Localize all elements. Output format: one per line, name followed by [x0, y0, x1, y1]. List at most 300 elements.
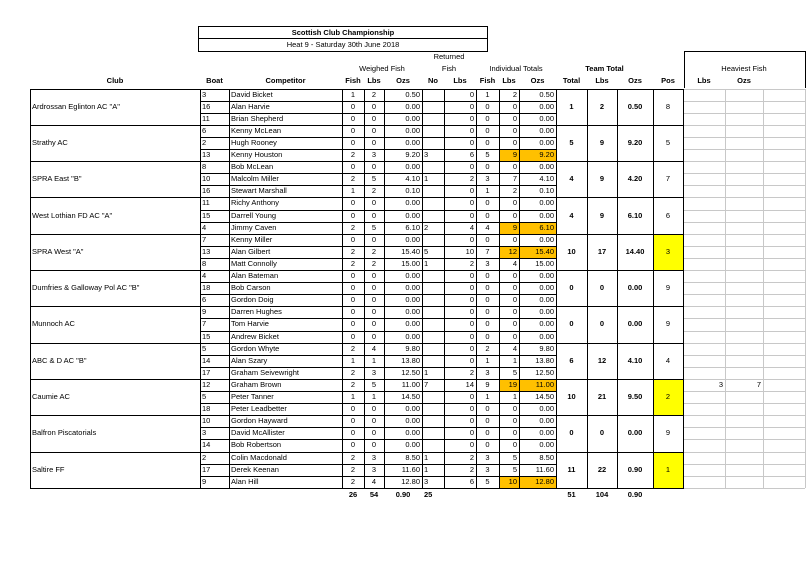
weighed-fish: 2: [350, 367, 356, 377]
team-total-ozs: 0.00: [627, 319, 643, 329]
boat-number: 11: [202, 198, 210, 208]
grid-line: [684, 427, 805, 428]
weighed-ozs: 4.10: [405, 174, 420, 184]
individual-fish: 5: [485, 150, 490, 159]
boat-number: 7: [202, 234, 207, 244]
competitor-name: Alan Gilbert: [231, 246, 271, 256]
individual-ozs: 6.10: [539, 222, 554, 232]
returned-lbs: 0: [469, 125, 474, 135]
team-total-lbs: 17: [597, 246, 607, 256]
grid-line: [200, 464, 556, 465]
grid-line: [684, 161, 805, 162]
individual-fish: 3: [485, 452, 490, 462]
weighed-fish: 0: [350, 416, 356, 426]
individual-lbs: 0: [512, 137, 517, 147]
grid-line: [200, 367, 556, 368]
weighed-lbs: 5: [371, 174, 377, 184]
individual-ozs: 0.00: [539, 234, 554, 244]
competitor-name: Gordon Whyte: [231, 343, 280, 353]
grid-line: [342, 89, 343, 488]
column-header-total: Total: [562, 76, 581, 85]
individual-ozs: 12.80: [535, 476, 554, 486]
individual-ozs: 0.00: [539, 210, 554, 220]
weighed-ozs: 0.00: [405, 113, 420, 123]
column-header-fish: Fish: [479, 76, 496, 85]
team-total-ozs: 0.00: [627, 428, 643, 438]
team-total-ozs: 9.50: [627, 392, 643, 401]
grid-line: [476, 89, 477, 488]
individual-ozs: 0.00: [539, 428, 554, 438]
weighed-fish: 0: [350, 331, 356, 341]
club-name: Munnoch AC: [32, 319, 75, 329]
total-team-ozs: 0.90: [627, 489, 643, 499]
individual-fish: 0: [485, 331, 490, 341]
weighed-fish: 0: [350, 271, 356, 280]
team-total-fish: 0: [569, 319, 574, 329]
individual-lbs: 2: [512, 89, 517, 99]
returned-no: 3: [424, 476, 429, 486]
individual-lbs: 9: [512, 150, 517, 159]
individual-ozs: 0.00: [539, 295, 554, 305]
individual-fish: 3: [485, 367, 490, 377]
weighed-lbs: 0: [371, 416, 377, 426]
team-total-fish: 4: [569, 210, 574, 220]
individual-fish: 0: [485, 125, 490, 135]
grid-line: [684, 101, 805, 102]
returned-lbs: 2: [469, 367, 474, 377]
returned-lbs: 0: [469, 307, 474, 317]
grid-line: [684, 294, 805, 295]
individual-lbs: 0: [512, 198, 517, 208]
individual-lbs: 0: [512, 404, 517, 414]
grid-line: [30, 379, 684, 380]
individual-ozs: 0.00: [539, 162, 554, 172]
returned-lbs: 0: [469, 416, 474, 426]
weighed-lbs: 5: [371, 222, 377, 232]
grid-line: [200, 427, 556, 428]
returned-lbs: 0: [469, 428, 474, 438]
boat-number: 7: [202, 319, 207, 329]
individual-lbs: 0: [512, 271, 517, 280]
team-total-fish: 5: [569, 137, 574, 147]
grid-line: [229, 89, 230, 488]
club-name: Saltire FF: [32, 464, 65, 474]
grid-line: [200, 439, 556, 440]
total-weighed-fish: 26: [348, 489, 358, 499]
team-total-ozs: 4.10: [627, 355, 643, 365]
individual-fish: 0: [485, 404, 490, 414]
weighed-lbs: 3: [371, 150, 377, 159]
boat-number: 18: [202, 283, 211, 293]
grid-line: [684, 197, 805, 198]
weighed-fish: 2: [350, 379, 356, 389]
individual-ozs: 0.00: [539, 319, 554, 329]
weighed-lbs: 0: [371, 428, 377, 438]
grid-line: [684, 355, 805, 356]
team-total-lbs: 2: [599, 101, 605, 111]
grid-line: [684, 488, 805, 489]
team-total-ozs: 9.20: [627, 137, 643, 147]
individual-fish: 0: [485, 416, 490, 426]
competitor-name: David McAllister: [231, 428, 285, 438]
individual-fish: 0: [485, 113, 490, 123]
individual-fish: 3: [485, 464, 490, 474]
boat-number: 9: [202, 307, 207, 317]
returned-no: 7: [424, 379, 429, 389]
grid-line: [684, 185, 805, 186]
grid-line: [684, 391, 805, 392]
boat-number: 10: [202, 416, 211, 426]
competitor-name: Kenny Houston: [231, 150, 283, 159]
team-position: 7: [665, 174, 671, 184]
individual-fish: 0: [485, 210, 490, 220]
individual-ozs: 4.10: [539, 174, 554, 184]
returned-no: 3: [424, 150, 429, 159]
competitor-name: Richy Anthony: [231, 198, 279, 208]
team-position: 1: [665, 464, 671, 474]
competitor-name: Alan Bateman: [231, 271, 279, 280]
column-header-lbs: Lbs: [367, 76, 381, 85]
individual-fish: 0: [485, 137, 490, 147]
grid-line: [200, 210, 556, 211]
weighed-lbs: 0: [371, 125, 377, 135]
returned-lbs: 0: [469, 271, 474, 280]
boat-number: 15: [202, 331, 211, 341]
grid-line: [200, 246, 556, 247]
weighed-ozs: 0.00: [405, 198, 420, 208]
weighed-fish: 2: [350, 476, 356, 486]
weighed-ozs: 14.50: [401, 392, 420, 401]
team-total-lbs: 21: [597, 392, 607, 401]
team-total-ozs: 4.20: [627, 174, 643, 184]
grid-line: [200, 101, 556, 102]
grid-line: [30, 89, 31, 488]
individual-fish: 1: [485, 89, 490, 99]
club-name: Balfron Piscatorials: [32, 428, 97, 438]
competitor-name: Malcolm Miller: [231, 174, 279, 184]
grid-line: [684, 149, 805, 150]
weighed-fish: 0: [350, 162, 356, 172]
weighed-fish: 0: [350, 101, 356, 111]
team-total-lbs: 12: [597, 355, 607, 365]
weighed-lbs: 0: [371, 234, 377, 244]
individual-lbs: 12: [508, 246, 517, 256]
individual-fish: 0: [485, 198, 490, 208]
team-position: 6: [665, 210, 671, 220]
grid-line: [200, 331, 556, 332]
boat-number: 3: [202, 428, 207, 438]
grid-line: [805, 89, 806, 488]
club-name: SPRA West "A": [32, 246, 84, 256]
grid-line: [763, 89, 764, 488]
weighed-fish: 2: [350, 150, 356, 159]
individual-lbs: 4: [512, 258, 517, 268]
returned-lbs: 0: [469, 186, 474, 196]
club-name: Ardrossan Eglinton AC "A": [32, 101, 120, 111]
column-header-pos: Pos: [661, 76, 675, 85]
grid-line: [30, 234, 684, 235]
club-name: West Lothian FD AC "A": [32, 210, 113, 220]
individual-ozs: 0.00: [539, 416, 554, 426]
boat-number: 6: [202, 295, 207, 305]
individual-lbs: 0: [512, 295, 517, 305]
weighed-fish: 1: [350, 89, 356, 99]
weighed-lbs: 0: [371, 271, 377, 280]
total-team-lbs: 104: [595, 489, 609, 499]
competitor-name: Matt Connolly: [231, 258, 277, 268]
grid-line: [200, 258, 556, 259]
returned-no: 2: [424, 222, 429, 232]
boat-number: 4: [202, 271, 207, 280]
individual-fish: 2: [485, 343, 490, 353]
weighed-ozs: 0.00: [405, 162, 420, 172]
weighed-lbs: 0: [371, 162, 377, 172]
weighed-fish: 1: [350, 355, 356, 365]
grid-line: [684, 464, 805, 465]
team-total-lbs: 0: [599, 283, 605, 293]
competitor-name: Bob Robertson: [231, 440, 282, 450]
weighed-lbs: 0: [371, 198, 377, 208]
team-total-ozs: 0.90: [627, 464, 643, 474]
competitor-name: David Bicket: [231, 89, 273, 99]
boat-number: 8: [202, 258, 207, 268]
individual-lbs: 19: [508, 379, 517, 389]
returned-lbs: 0: [469, 440, 474, 450]
individual-ozs: 0.00: [539, 404, 554, 414]
weighed-ozs: 9.80: [405, 343, 420, 353]
heaviest-lbs: 3: [718, 379, 723, 389]
individual-lbs: 9: [512, 222, 517, 232]
individual-ozs: 8.50: [539, 452, 554, 462]
grid-line: [684, 270, 805, 271]
boat-header: Boat: [206, 76, 223, 85]
grid-line: [684, 331, 805, 332]
individual-fish: 0: [485, 283, 490, 293]
grid-line: [200, 113, 556, 114]
weighed-fish: 0: [350, 319, 356, 329]
grid-line: [200, 149, 556, 150]
boat-number: 8: [202, 162, 207, 172]
individual-lbs: 0: [512, 416, 517, 426]
team-total-fish: 6: [569, 355, 574, 365]
grid-line: [587, 89, 588, 488]
grid-line: [200, 391, 556, 392]
individual-lbs: 4: [512, 343, 517, 353]
grid-line: [684, 125, 805, 126]
grid-line: [200, 355, 556, 356]
individual-fish: 0: [485, 271, 490, 280]
individual-fish: 0: [485, 162, 490, 172]
weighed-lbs: 1: [371, 355, 377, 365]
individual-lbs: 0: [512, 319, 517, 329]
column-header-ozs: Ozs: [737, 76, 751, 85]
individual-lbs: 0: [512, 113, 517, 123]
weighed-ozs: 15.40: [401, 246, 420, 256]
returned-lbs: 0: [469, 295, 474, 305]
individual-lbs: 0: [512, 210, 517, 220]
weighed-lbs: 0: [371, 295, 377, 305]
grid-line: [200, 222, 556, 223]
team-position: 9: [665, 319, 671, 329]
grid-line: [653, 89, 654, 488]
team-total-lbs: 9: [599, 210, 605, 220]
weighed-fish: 0: [350, 295, 356, 305]
individual-ozs: 12.50: [535, 367, 554, 377]
grid-line: [30, 343, 684, 344]
column-header-lbs: Lbs: [595, 76, 609, 85]
competitor-name: Peter Leadbetter: [231, 404, 287, 414]
weighed-lbs: 0: [371, 101, 377, 111]
weighed-fish: 1: [350, 186, 356, 196]
team-position: 4: [665, 355, 671, 365]
weighed-fish: 0: [350, 137, 356, 147]
weighed-lbs: 0: [371, 307, 377, 317]
column-header-ozs: Ozs: [628, 76, 642, 85]
grid-line: [684, 210, 805, 211]
boat-number: 2: [202, 452, 207, 462]
individual-ozs: 0.00: [539, 283, 554, 293]
team-total-fish: 10: [567, 392, 576, 401]
individual-totals-header: Individual Totals: [489, 64, 543, 73]
weighed-ozs: 12.80: [401, 476, 420, 486]
competitor-name: Peter Tanner: [231, 392, 274, 401]
competitor-name: Graham Brown: [231, 379, 282, 389]
club-name: Dumfries & Galloway Pol AC "B": [32, 283, 140, 293]
returned-no: 5: [424, 246, 429, 256]
grid-line: [30, 415, 684, 416]
individual-ozs: 15.40: [535, 246, 554, 256]
total-weighed-ozs: 0.90: [395, 489, 411, 499]
individual-fish: 0: [485, 307, 490, 317]
individual-fish: 1: [485, 186, 490, 196]
club-name: SPRA East "B": [32, 174, 82, 184]
returned-lbs: 14: [465, 379, 474, 389]
total-returned-no: 25: [424, 489, 433, 499]
grid-line: [684, 51, 805, 52]
returned-lbs: 4: [469, 222, 474, 232]
weighed-ozs: 9.20: [405, 150, 420, 159]
individual-lbs: 0: [512, 234, 517, 244]
grid-line: [684, 51, 685, 88]
sheet-title: Scottish Club Championship: [291, 27, 395, 37]
weighed-ozs: 0.00: [405, 210, 420, 220]
weighed-lbs: 3: [371, 464, 377, 474]
individual-lbs: 7: [512, 174, 517, 184]
individual-ozs: 9.80: [539, 343, 554, 353]
grid-line: [200, 173, 556, 174]
competitor-name: Graham Seivewright: [231, 367, 299, 377]
weighed-fish: 2: [350, 222, 356, 232]
grid-line: [519, 89, 520, 488]
returned-lbs: 0: [469, 210, 474, 220]
weighed-ozs: 8.50: [405, 452, 420, 462]
competitor-name: Bob McLean: [231, 162, 274, 172]
weighed-lbs: 1: [371, 392, 377, 401]
grid-line: [30, 270, 684, 271]
weighed-ozs: 11.60: [401, 464, 420, 474]
weighed-lbs: 2: [371, 89, 377, 99]
weighed-ozs: 0.00: [405, 234, 420, 244]
boat-number: 10: [202, 174, 211, 184]
competitor-name: Derek Keenan: [231, 464, 279, 474]
returned-lbs: 0: [469, 137, 474, 147]
weighed-fish: 0: [350, 283, 356, 293]
individual-fish: 0: [485, 319, 490, 329]
grid-line: [684, 343, 805, 344]
boat-number: 11: [202, 113, 210, 123]
returned-lbs: 10: [465, 246, 474, 256]
returned-no: 1: [424, 174, 429, 184]
competitor-name: Alan Hill: [231, 476, 259, 486]
grid-line: [200, 476, 556, 477]
individual-lbs: 0: [512, 283, 517, 293]
returned-lbs: 0: [469, 392, 474, 401]
returned-lbs: 2: [469, 258, 474, 268]
column-header-no: No: [428, 76, 438, 85]
weighed-lbs: 0: [371, 404, 377, 414]
competitor-name: Alan Szary: [231, 355, 268, 365]
competitor-name: Stewart Marshall: [231, 186, 287, 196]
returned-lbs: 0: [469, 198, 474, 208]
column-header-lbs: Lbs: [453, 76, 467, 85]
grid-line: [683, 89, 684, 488]
grid-line: [684, 137, 805, 138]
individual-ozs: 0.00: [539, 113, 554, 123]
weighed-lbs: 2: [371, 246, 377, 256]
team-total-fish: 4: [569, 174, 574, 184]
column-header-ozs: Ozs: [530, 76, 545, 85]
weighed-ozs: 0.00: [405, 440, 420, 450]
team-total-header: Team Total: [585, 64, 624, 73]
weighed-ozs: 0.00: [405, 125, 420, 135]
grid-line: [200, 185, 556, 186]
competitor-name: Darrell Young: [231, 210, 277, 220]
individual-ozs: 11.00: [535, 379, 554, 389]
weighed-fish: 0: [350, 404, 356, 414]
returned-lbs: 2: [469, 174, 474, 184]
team-position: 9: [665, 428, 671, 438]
weighed-lbs: 5: [371, 379, 377, 389]
competitor-name: Gordon Doig: [231, 295, 274, 305]
individual-fish: 1: [485, 355, 490, 365]
individual-ozs: 9.20: [539, 150, 554, 159]
weighed-fish: 0: [350, 210, 356, 220]
column-header-ozs: Ozs: [396, 76, 410, 85]
grid-line: [684, 222, 805, 223]
team-total-lbs: 0: [599, 319, 605, 329]
boat-number: 14: [202, 440, 211, 450]
weighed-fish: 1: [350, 392, 356, 401]
weighed-ozs: 6.10: [405, 222, 420, 232]
team-total-lbs: 9: [599, 174, 605, 184]
individual-fish: 3: [485, 258, 490, 268]
returned-lbs: 0: [469, 331, 474, 341]
grid-line: [200, 89, 201, 488]
individual-ozs: 11.60: [535, 464, 554, 474]
individual-fish: 0: [485, 101, 490, 111]
individual-lbs: 10: [508, 476, 517, 486]
individual-lbs: 5: [512, 452, 517, 462]
grid-line: [30, 306, 684, 307]
boat-number: 13: [202, 246, 211, 256]
team-total-ozs: 0.00: [627, 283, 643, 293]
weighed-lbs: 0: [371, 319, 377, 329]
grid-line: [684, 89, 805, 90]
boat-number: 17: [202, 464, 211, 474]
team-total-ozs: 14.40: [625, 246, 645, 256]
competitor-name: Bob Carson: [231, 283, 271, 293]
weighed-fish: 0: [350, 113, 356, 123]
